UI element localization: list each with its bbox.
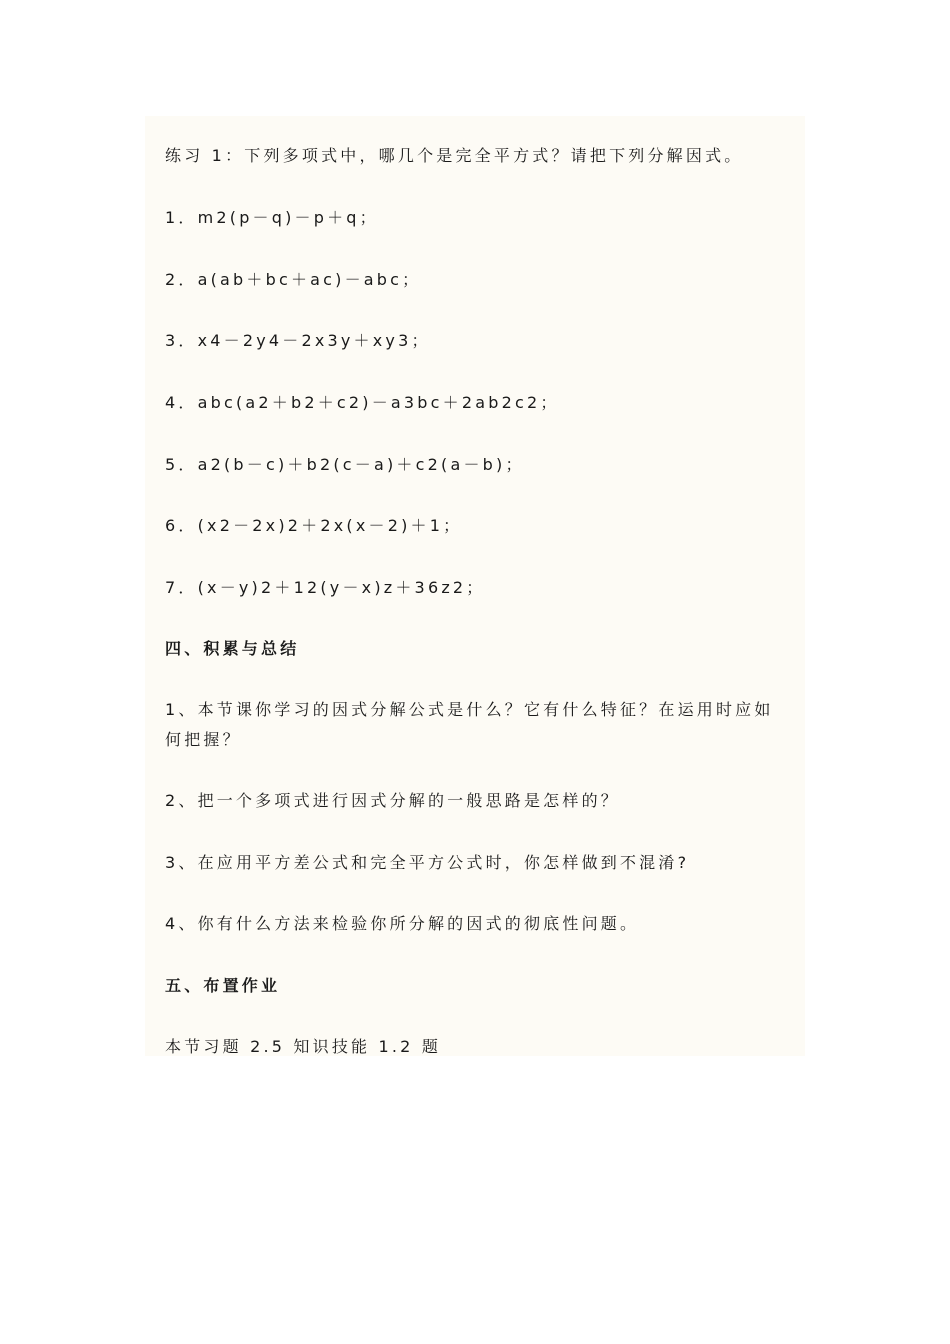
exercise-item-6: 6．(x2－2x)2＋2x(x－2)＋1； [165, 516, 463, 535]
exercise-item-3: 3．x4－2y4－2x3y＋xy3； [165, 331, 431, 350]
summary-heading: 四、积累与总结 [165, 639, 300, 658]
summary-question-4: 4、你有什么方法来检验你所分解的因式的彻底性问题。 [165, 914, 640, 933]
homework-text: 本节习题 2.5 知识技能 1.2 题 [165, 1037, 442, 1056]
exercise-item-1: 1．m2(p－q)－p＋q； [165, 208, 379, 227]
summary-question-3: 3、在应用平方差公式和完全平方公式时，你怎样做到不混淆? [165, 853, 690, 872]
exercise-intro: 练习 1：下列多项式中，哪几个是完全平方式？请把下列分解因式。 [165, 146, 744, 165]
homework-heading: 五、布置作业 [165, 976, 281, 995]
summary-question-1: 1、本节课你学习的因式分解公式是什么？它有什么特征？在运用时应如何把握？ [165, 700, 774, 749]
summary-question-2: 2、把一个多项式进行因式分解的一般思路是怎样的？ [165, 791, 620, 810]
exercise-item-4: 4．abc(a2＋b2＋c2)－a3bc＋2ab2c2； [165, 393, 560, 412]
exercise-item-7: 7．(x－y)2＋12(y－x)z＋36z2； [165, 578, 486, 597]
exercise-item-2: 2．a(ab＋bc＋ac)－abc； [165, 270, 422, 289]
exercise-item-5: 5．a2(b－c)＋b2(c－a)＋c2(a－b)； [165, 455, 525, 474]
